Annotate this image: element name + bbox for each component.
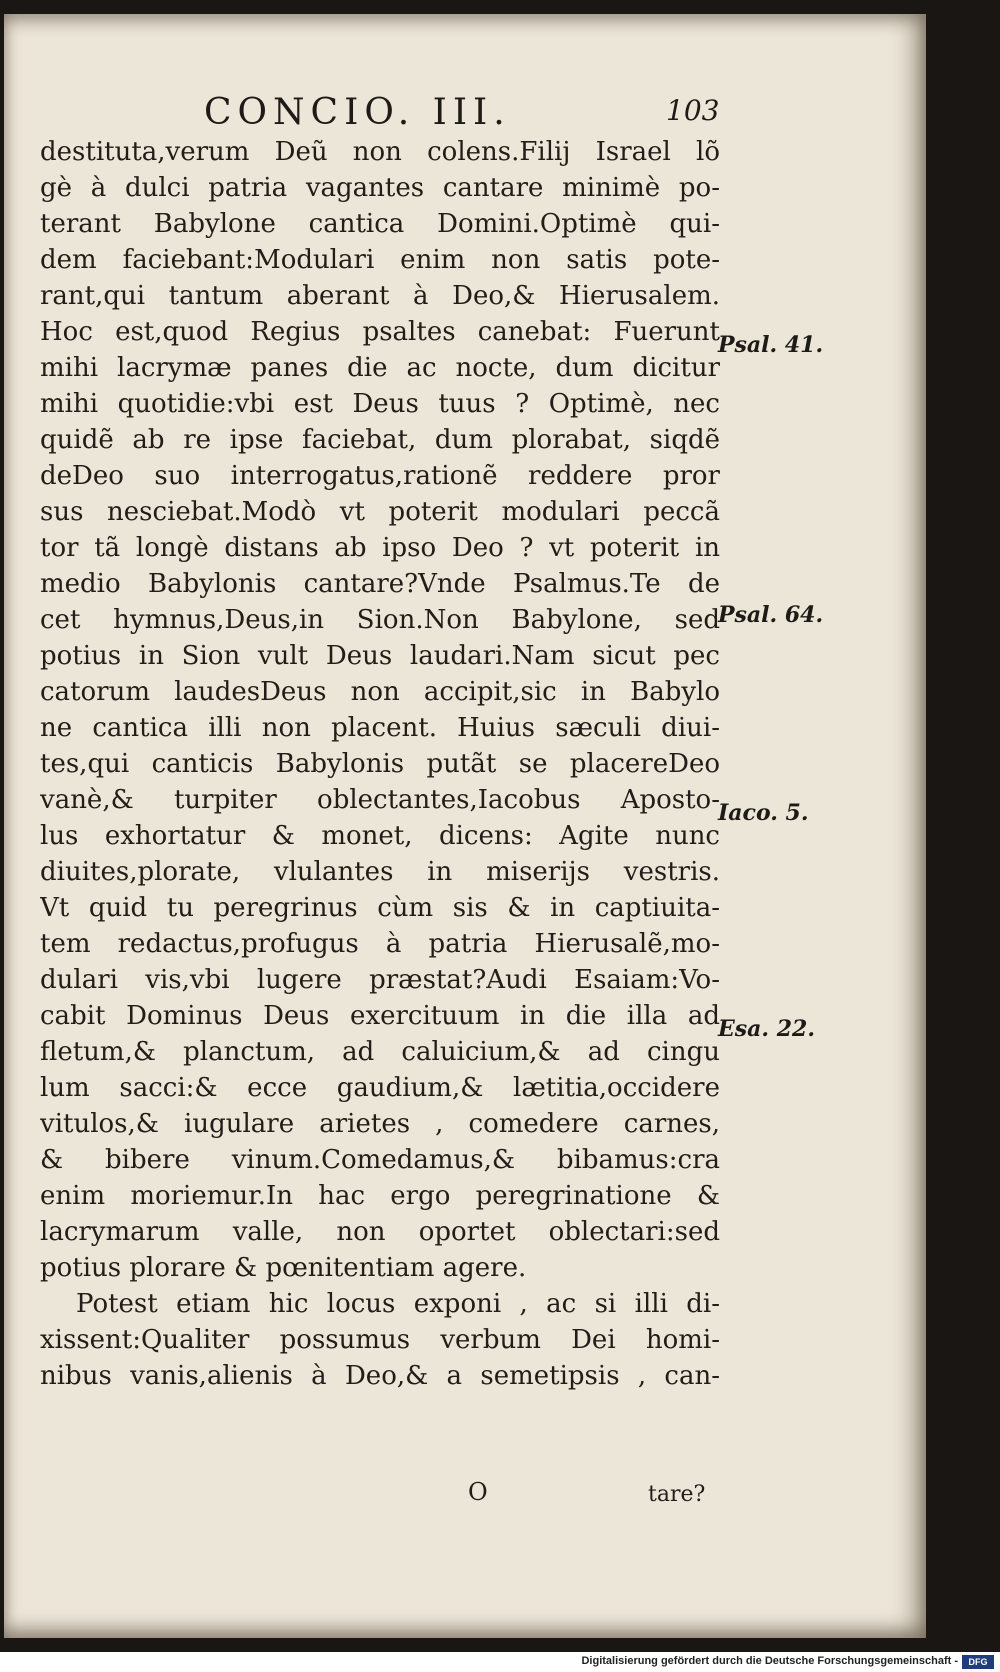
text-line: potius plorare & pœnitentiam agere. [40,1253,527,1283]
text-line: dulari vis,vbi lugere præstat?Audi Esaiam:Vo- [40,965,720,995]
text-line: destituta,verum Deũ non colens.Filij Israel lõ [40,137,720,167]
margin-note-psalm-41: Psal. 41. [718,332,824,358]
text-line: terant Babylone cantica Domini.Optimè qui- [40,209,720,239]
text-line: lus exhortatur & monet, dicens: Agite nunc [40,821,720,851]
page-footer-marks [4,1478,926,1514]
text-line: Hoc est,quod Regius psaltes canebat: Fuerunt [40,317,720,347]
text-line: Vt quid tu peregrinus cùm sis & in captiuita- [40,893,720,923]
text-line: cet hymnus,Deus,in Sion.Non Babylone, sed [40,605,720,635]
body-text [40,134,720,1394]
text-line: rant,qui tantum aberant à Deo,& Hierusalem. [40,281,720,311]
text-line: deDeo suo interrogatus,rationẽ reddere pror [40,461,720,491]
funding-credit: Digitalisierung gefördert durch die Deutsche Forschungsgemeinschaft - [581,1655,958,1667]
margin-note-psalm-64: Psal. 64. [718,602,824,628]
text-line: dem faciebant:Modulari enim non satis pote- [40,245,720,275]
text-line: catorum laudesDeus non accipit,sic in Babylo [40,677,720,707]
running-head-title: CONCIO. III. [204,92,511,133]
text-line: vitulos,& iugulare arietes , comedere carnes, [40,1109,720,1139]
signature-mark: O [468,1478,488,1506]
text-line: enim moriemur.In hac ergo peregrinatione & [40,1181,720,1211]
text-line: & bibere vinum.Comedamus,& bibamus:cra [40,1145,720,1175]
text-line: nibus vanis,alienis à Deo,& a semetipsis , can- [40,1361,720,1391]
text-line: vanè,& turpiter oblectantes,Iacobus Aposto- [40,785,720,815]
running-head [4,92,926,132]
text-line: lum sacci:& ecce gaudium,& lætitia,occidere [40,1073,720,1103]
text-line: gè à dulci patria vagantes cantare minimè po- [40,173,720,203]
margin-note-james-5: Iaco. 5. [718,800,809,826]
catchword: tare? [648,1482,706,1507]
text-line: xissent:Qualiter possumus verbum Dei homi- [40,1325,720,1355]
margin-note-isaiah-22: Esa. 22. [718,1016,816,1042]
book-page [4,14,926,1638]
text-line: tem redactus,profugus à patria Hierusalẽ,mo- [40,929,720,959]
text-line: quidẽ ab re ipse faciebat, dum plorabat, siqdẽ [40,425,720,455]
text-line: fletum,& planctum, ad caluicium,& ad cingu [40,1037,720,1067]
digitization-footer [0,1652,1000,1672]
text-line: lacrymarum valle, non oportet oblectari:sed [40,1217,720,1247]
text-line: mihi lacrymæ panes die ac nocte, dum dicitur [40,353,720,383]
text-line: mihi quotidie:vbi est Deus tuus ? Optimè, nec [40,389,720,419]
text-line: sus nesciebat.Modò vt poterit modulari peccã [40,497,720,527]
text-line: cabit Dominus Deus exercituum in die illa ad [40,1001,720,1031]
dfg-logo: DFG [962,1655,994,1669]
page-number: 103 [666,94,720,127]
text-line: medio Babylonis cantare?Vnde Psalmus.Te de [40,569,720,599]
text-line: tor tã longè distans ab ipso Deo ? vt poterit in [40,533,720,563]
text-line: potius in Sion vult Deus laudari.Nam sicut pec [40,641,720,671]
text-line: ne cantica illi non placent. Huius sæculi diui- [40,713,720,743]
text-line: Potest etiam hic locus exponi , ac si illi di- [76,1289,720,1319]
text-line: diuites,plorate, vlulantes in miserijs vestris. [40,857,720,887]
text-line: tes,qui canticis Babylonis putãt se placereDeo [40,749,720,779]
